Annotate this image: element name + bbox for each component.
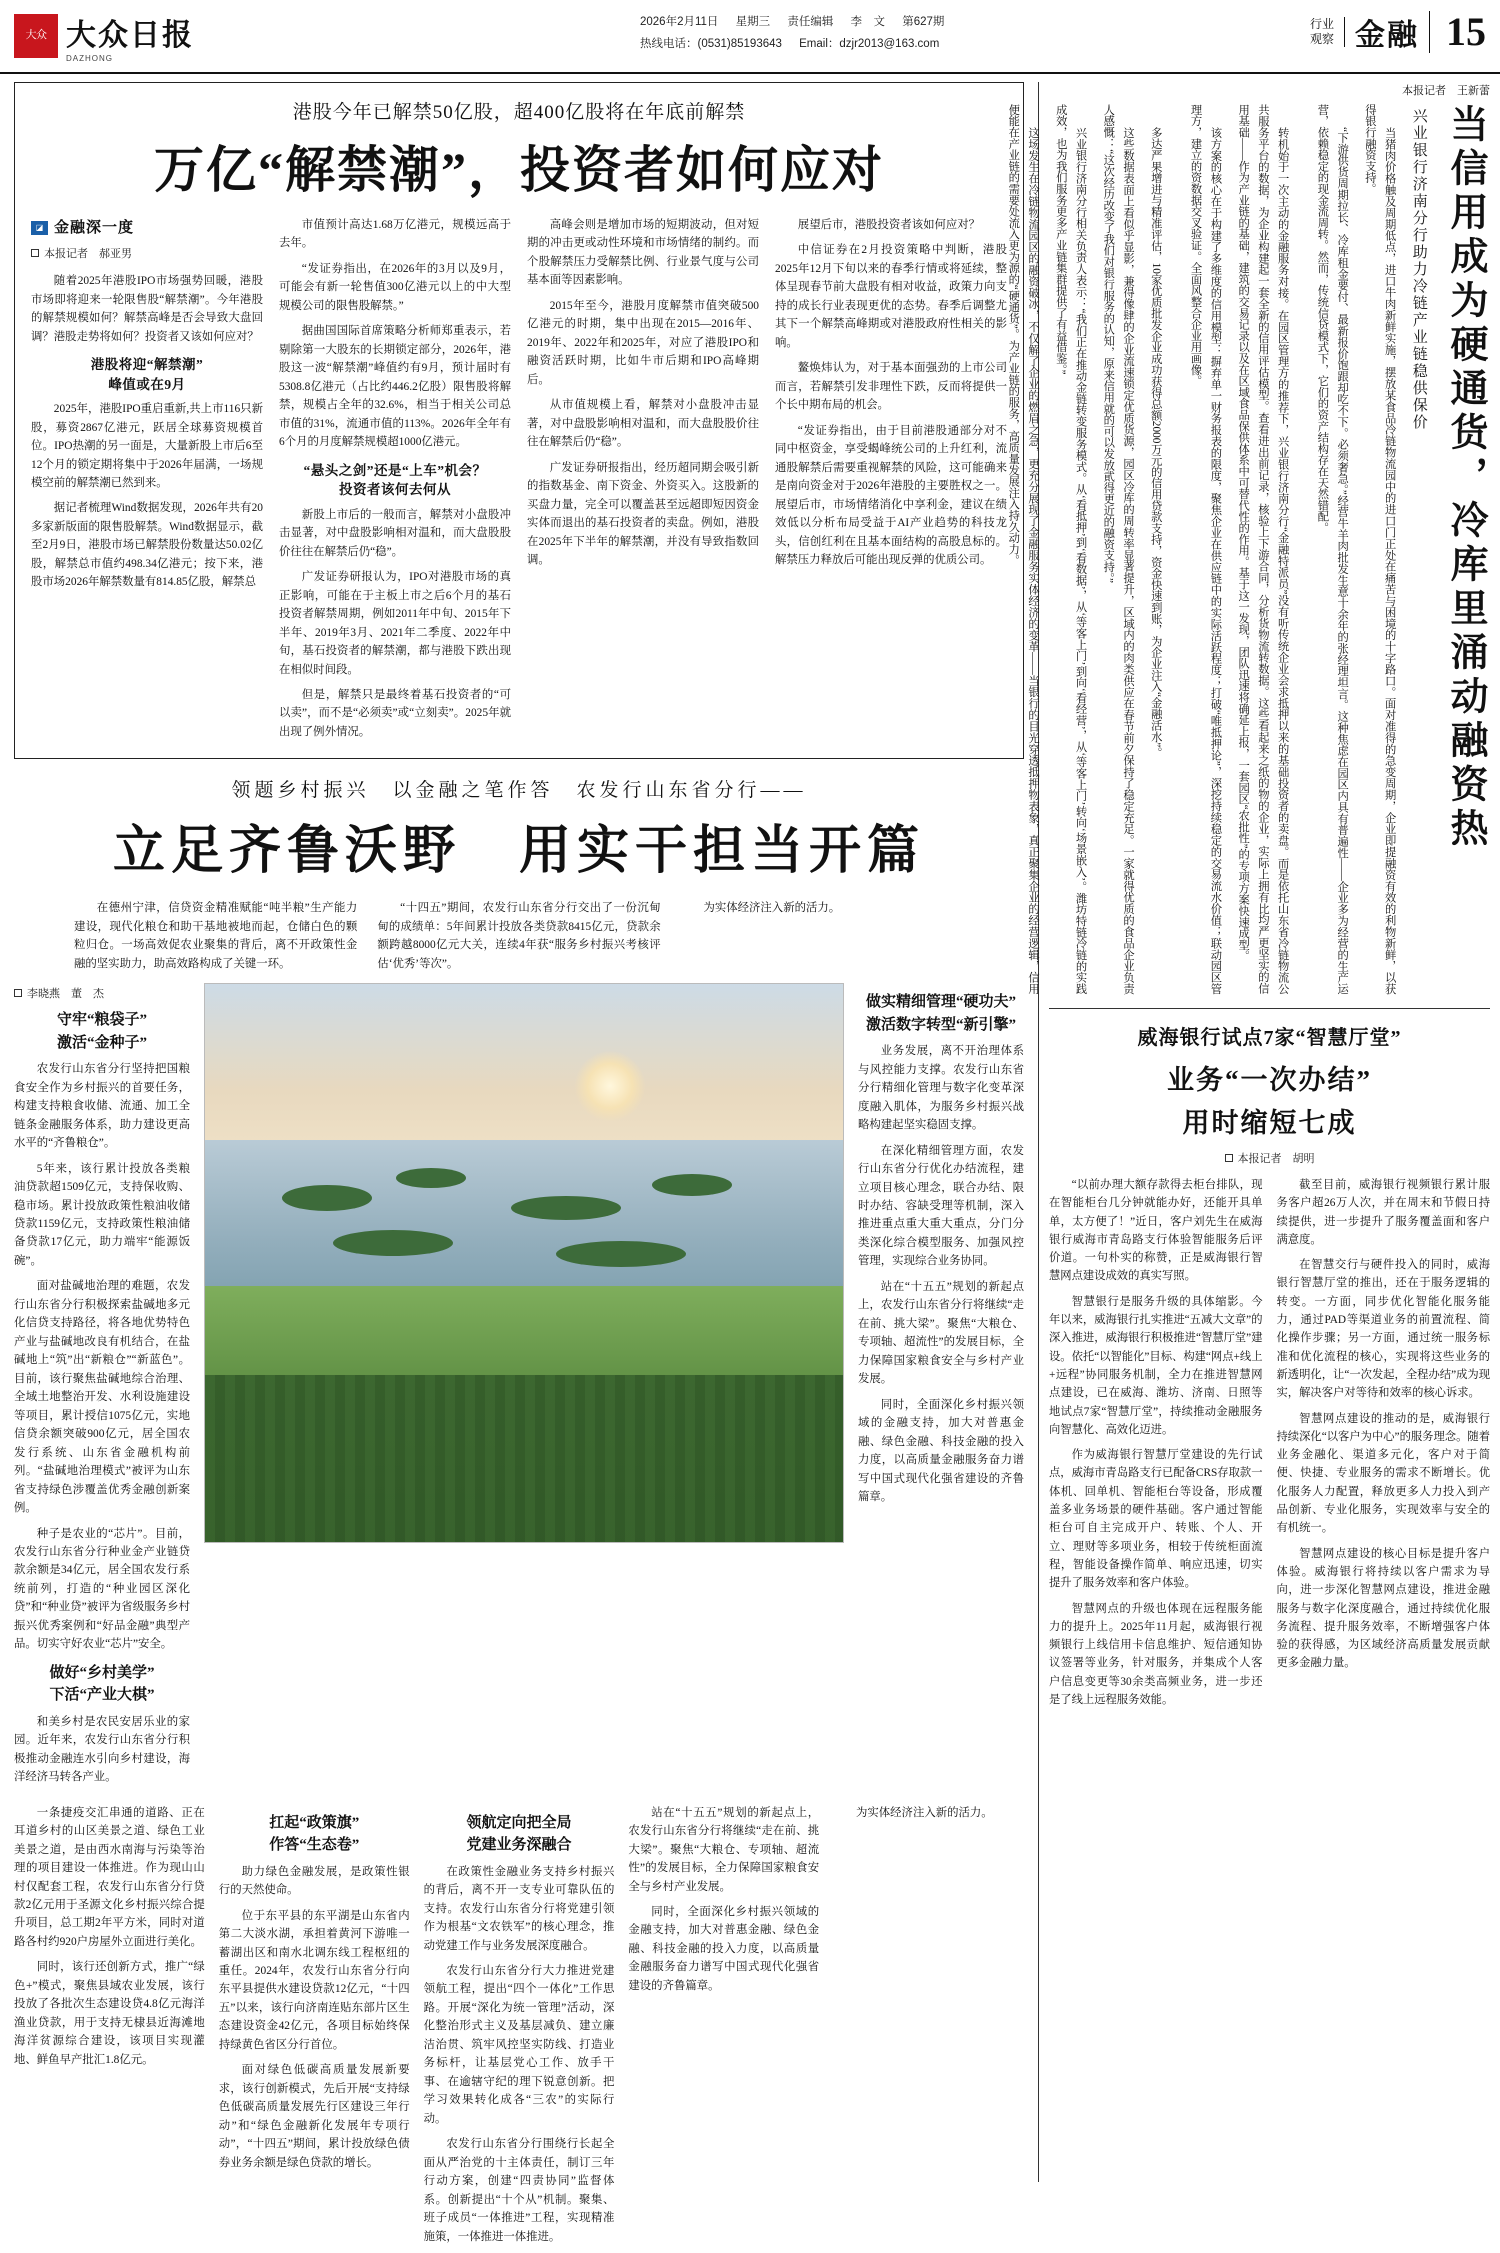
logo-mark-icon: 大众	[14, 14, 58, 58]
byline-square-icon-2	[14, 989, 22, 997]
article2-sec1-head-l1: 守牢“粮袋子”	[56, 1012, 147, 1029]
publish-date: 2026年2月11日	[640, 16, 719, 28]
article2-intro-1: 在德州宁津，信贷资金精准赋能“吨半粮”生产能力建设，现代化粮仓和助干基地被地而起，仓储白色的颗粒归仓。一场高效促农业聚集的背后，离不开政策性金融的坚实助力，助高效路构成了关键一环。	[74, 902, 358, 970]
article1-subhead-2	[279, 461, 511, 500]
article2-middle	[14, 983, 1024, 1793]
article1-byline	[31, 246, 263, 264]
article1-p1: 随着2025年港股IPO市场强势回暖，港股市场即将迎来一轮限售股“解禁潮”。今年港股的解禁规模如何？解禁高峰是否会导致大盘回调？港股走势将如何？投资者又该如何应对？	[31, 275, 263, 343]
article2-b5-p1: 为实体经济注入新的活力。	[855, 1806, 993, 1819]
article2-sec1-head-l2: 激活“金种子”	[56, 1034, 147, 1051]
rb-p8: 智慧网点建设的核心目标是提升客户体验。威海银行将持续以客户需求为导向，进一步深化智慧网点建设，推进金融服务与数字化深度融合，通过持续优化服务流程、提升服务效率，不断增强客户体验的获得感，为区域经济高质量发展贡献更多金融力量。	[1276, 1547, 1490, 1670]
email: Email：dzjr2013@163.com	[799, 37, 940, 50]
article2-b2-p2: 位于东平县的东平湖是山东省内第二大淡水湖，承担着黄河下游唯一蓄湖出区和南水北调东线工程枢纽的重任。2024年，农发行山东省分行向东平县提供水建设贷款12亿元，“十四五”以来，该行向济南连贴东部片区生态建设资金42亿元，各项目标始终保持绿黄色省区分行首位。	[218, 1909, 410, 2051]
article2-bottom-col3	[424, 1804, 615, 2253]
article1-col2	[279, 216, 511, 748]
article2-b1-p1: 一条捷疫交汇串通的道路、正在耳道乡村的山区美景之道、绿色工业美景之道，是由西水南海与污染等治理的项目建设一体推进。作为现山山村仅配套工程，农发行山东省分行贷款2亿元用于圣源文化乡村振兴综合提升项目，总工期2年平方米，同时对道路各村约920户房屋外立面进行美化。	[14, 1806, 205, 1948]
right-article1-columns	[994, 104, 1398, 994]
photo-byline	[14, 985, 190, 1001]
rb-p1: “以前办理大额存款得去柜台排队，现在智能柜台几分钟就能办好，还能开具单单，太方便了！”近日，客户刘先生在威海银行威海市青岛路支行体验智能服务后评价道。一句朴实的称赞，正是威海银行智慧网点建设成效的真实写照。	[1049, 1179, 1263, 1283]
article-weihai-smart-branch	[1049, 1008, 1490, 1709]
masthead-divider	[1429, 11, 1430, 53]
masthead	[0, 0, 1500, 74]
article2-sec2-head-l1: 做好“乡村美学”	[49, 1664, 155, 1681]
article2-sec1-p3: 面对盐碱地治理的难题，农发行山东省分行积极探索盐碱地多元化信贷支持路径，将各地优势特色产业与盐碱地改良有机结合，在盐碱地上“筑”出“新粮仓”“新蓝色”。目前，该行聚焦盐碱地综合治理、全域土地整治开发、水利设施建设等项目，累计授信1075亿元，实地信贷余额突破900亿元，居全国农发行系统、山东省金融机构前列。“盐碱地治理模式”被评为山东省支持绿色涉覆盖优秀金融创新案例。	[14, 1280, 190, 1515]
article2-sec3-head-l2: 作答“生态卷”	[269, 1837, 360, 1854]
article2-b3-p3: 农发行山东省分行围绕行长起全面从严治党的十主体责任，制订三年行动方案，创建“四责协同”监督体系。创新提出“十个从”机制。聚集、班子成员“一体推进”工程，实现精准施策，一体推进一体推进。	[423, 2138, 615, 2243]
section-label-line1: 行业	[1309, 16, 1334, 31]
rb-p2: 智慧银行是服务升级的具体缩影。今年以来，威海银行扎实推进“五减大文章”的深入推进，威海银行积极推进“智慧厅堂”建设。依托“以智能化”目标、构建“网点+线上+远程”协同服务机制，全力在推进智慧网点建设，已在威海、潍坊、济南、日照等地试点7家“智慧厅堂”，持续推动金融服务向智慧化、高效化迈进。	[1049, 1295, 1263, 1436]
article2-intro	[14, 899, 1024, 973]
photo-sky	[205, 984, 843, 1163]
right-article2-kicker: 威海银行试点7家“智慧厅堂”	[1137, 1027, 1402, 1049]
article1-headline: 万亿“解禁潮”，投资者如何应对	[154, 142, 884, 198]
article1-col1	[31, 216, 263, 748]
article2-sec2-head-l2: 下活“产业大棋”	[49, 1687, 155, 1704]
article2-sec5-head-l2: 激活数字转型“新引擎”	[865, 1016, 1016, 1033]
article1-columns	[31, 216, 1007, 748]
weekday: 星期三	[735, 16, 771, 28]
article1-subhead-2-line2: 投资者该何去何从	[339, 482, 451, 498]
article1-c2-p2: “发证券指出，在2026年的3月以及9月，可能会有新一轮售值300亿港元以上的中大型规模公司的限售股解禁。”	[279, 262, 511, 312]
rb-p7: 智慧网点建设的推动的是，威海银行持续深化“以客户为中心”的服务理念。随着业务金融化、渠道多元化，客户对于简便、快捷、专业服务的需求不断增长。优化服务人力配置，释放更多人力投入到产品创新、专业化服务，实现效率与安全的有机统一。	[1276, 1412, 1490, 1535]
article1-subhead-1-line1: 港股将迎“解禁潮”	[90, 356, 204, 372]
rb-p5: 截至目前，威海银行视频银行累计服务客户超26万人次，并在周末和节假日持续提供，进一步提升了服务覆盖面和客户满意度。	[1276, 1179, 1490, 1246]
section-title: 金融	[1355, 18, 1419, 52]
rb-p3: 作为威海银行智慧厅堂建设的先行试点，威海市青岛路支行已配备CRS存取款一体机、回单机、智能柜台等设备，形成覆盖多业务场景的硬件基础。客户通过智能柜台可自主完成开户、转账、个人、开立、理财等多项业务，相较于传统柜面流程，智能设备操作简单、响应迅速，切实提升了服务效率和客户体验。	[1049, 1449, 1263, 1590]
article1-c4-p4: “发证券指出，由于目前港股通部分对不同中枢资金，享受蝎峰统公司的上升红利，流通股解禁后需要重视解禁的风险，这可能确来是南向资金对于2026年港股的主要胜权之一。展望后市，市场情绪消化中享利金，建议在绩效低以分析布局受益于AI产业趋势的科技龙头，信创红利在且基本面结构的高股息标的。解禁压力释放后可能出现反弹的优质公司。	[775, 424, 1007, 566]
article1-subhead-1-line2: 峰值或在9月	[108, 376, 186, 392]
scenic-wetland-photo	[204, 983, 844, 1543]
logo-title: 大众日报	[66, 18, 194, 52]
article2-bottom-col1	[14, 1804, 205, 2253]
article1-c4-p2: 中信证券在2月投资策略中判断，港股2025年12月下旬以来的春季行情或将延续，整体呈现春节前大盘股有相对收益，政策力向支持的成长行业表现更优的态势。春季后调整尤其下一个解禁高峰期或对港股政府性相关的影响。	[775, 244, 1007, 349]
article1-kicker: 港股今年已解禁50亿股，超400亿股将在年底前解禁	[292, 102, 746, 123]
rt-p8: 这场发生在冷链物流园区的融资破冰，不仅解了企业的燃眉之急，更充分展现了金融服务实体经济的变革——当银行的目光穿透抵押物表象，真正聚集企业的经营逻辑，信用便能在产业链的需要处流入更为源的“硬通货”。为产业链的服务，高质量发展注入持久动力。	[1007, 104, 1039, 994]
article2-intro-3: 为实体经济注入新的活力。	[703, 902, 841, 915]
article2-sec5-p3: 站在“十五五”规划的新起点上，农发行山东省分行将继续“走在前、挑大梁”。聚焦“大粮仓、专项轴、超流性”的发展目标，全力保障国家粮食安全与乡村产业发展。	[858, 1280, 1024, 1386]
photo-sun	[575, 1051, 645, 1121]
article2-b2-p1: 助力绿色金融发展，是政策性银行的天然使命。	[218, 1865, 410, 1897]
article2-sec5-p2: 在深化精细管理方面，农发行山东省分行优化办结流程，建立项目核心理念，联合办结、限时办结、容缺受理等机制，深入推进重点重大重大重点，分门分类深化综合模型服务、加强风控管理，实现综合业务协同。	[858, 1144, 1024, 1268]
article2-bottom-col4	[628, 1804, 819, 2253]
right-article2-headline-1: 业务“一次办结”	[1167, 1065, 1372, 1095]
article2-bottom-col5	[833, 1804, 1024, 2253]
article-cold-chain-credit	[1007, 104, 1490, 994]
article2-b2-p3: 面对绿色低碳高质量发展新要求，该行创新模式，先后开展“支持绿色低碳高质量发展先行区建设三年行动”和“绿色金融新化发展年专项行动”，“十四五”期间，累计投放绿色债券业务余额是绿色贷款的增长。	[218, 2064, 410, 2169]
article2-b4-p1: 站在“十五五”规划的新起点上，农发行山东省分行将继续“走在前、挑大梁”。聚焦“大粮仓、专项轴、超流性”的发展目标，全力保障国家粮食安全与乡村产业发展。	[628, 1806, 820, 1893]
article2-sec5-p4: 同时，全面深化乡村振兴领域的金融支持，加大对普惠金融、绿色金融、科技金融的投入力度，以高质量金融服务奋力谱写中国式现代化强省建设的齐鲁篇章。	[858, 1398, 1024, 1504]
article1-byline-text: 本报记者 郝亚男	[44, 248, 132, 261]
right-article1-subhead: 兴业银行济南分行助力冷链产业链稳供保价	[1410, 108, 1427, 431]
article2-bottom-columns	[14, 1804, 1024, 2253]
article1-p2: 2025年，港股IPO重启重新,共上市116只新股，募资2867亿港元，跃居全球募资规模首位。IPO热潮的另一面是，大量新股上市后6至12个月的锁定期将集中于2026年届满，一场规模空前的解禁潮已然到来。	[31, 403, 263, 489]
article1-c3-p2: 2015年至今，港股月度解禁市值突破500亿港元的时期，集中出现在2015—2016年、2019年、2022年和2025年，对应了港股IPO和融资活跃时期，比如牛市后期和IPO高峰期后。	[527, 299, 759, 386]
article2-sec1-p2: 5年来，该行累计投放各类粮油贷款超1509亿元，支持保收购、稳市场。累计投放政策性粮油收储贷款1159亿元，支持政策性粮油储备贷款17亿元，助力端牢“能源饭碗”。	[14, 1162, 190, 1267]
article1-brand	[31, 216, 263, 240]
article1-brand-text: 金融深一度	[54, 220, 135, 236]
masthead-section	[1310, 8, 1486, 55]
article2-sec2-body	[14, 1713, 190, 1787]
page-number: 15	[1446, 9, 1486, 54]
photo-island	[556, 1241, 686, 1267]
masthead-info	[640, 12, 958, 56]
rb-p4: 智慧网点的升级也体现在远程服务能力的提升上。2025年11月起，威海银行视频银行上线信用卡信息维护、短信通知协议签署等业务，针对服务，并集成个人客户信息变更等30余类高频业务，进一步还是了线上远程服务效能。	[1049, 1602, 1263, 1707]
editor-name: 李 文	[850, 16, 886, 28]
byline-square-icon-4	[1225, 1154, 1233, 1162]
article2-b4-p2: 同时，全面深化乡村振兴领域的金融支持，加大对普惠金融、绿色金融、科技金融的投入力度，以高质量金融服务奋力谱写中国式现代化强省建设的齐鲁篇章。	[628, 1906, 820, 1992]
article2-lead: 领题乡村振兴 以金融之笔作答 农发行山东省分行——	[231, 780, 807, 802]
article-unlock-wave	[14, 82, 1024, 759]
chart-icon: ◪	[31, 221, 48, 235]
right-article2-byline-text: 本报记者 胡明	[1237, 1153, 1315, 1165]
logo-subtitle: DAZHONG	[66, 53, 113, 63]
photo-island	[282, 1185, 372, 1211]
article2-sec5-body	[858, 1042, 1024, 1506]
rt-p2: “下游供货周期拉长、冷库租金要付、最新报价饱跟却吃不下。必须奢急。”经营牛羊肉批发生意十余年的张经理坦言。这种焦虑在园区内具有普遍性——企业多为经营的生产运营，依赖稳定的现金流周转。然而，传统信贷模式下，它们的资产结构存在天然错配。	[1316, 104, 1349, 994]
left-column-zone	[14, 82, 1024, 2243]
article-rural-revitalization	[14, 775, 1024, 2253]
right-article1-col3	[994, 104, 1164, 994]
article2-b3-p1: 在政策性金融业务支持乡村振兴的背后，离不开一支专业可靠队伍的支持。农发行山东省分行将党建引领作为根基“文农铁军”的核心理念，推动党建工作与业务发展深度融合。	[423, 1865, 615, 1952]
article1-c2-p1: 市值预计高达1.68万亿港元，规模远高于去年。	[279, 219, 511, 250]
article2-sec1-head	[14, 1009, 190, 1054]
article1-c4-p3: 鳌焕炜认为，对于基本面强劲的上市公司而言，若解禁引发非理性下跌，反而将提供一个长中期布局的机会。	[775, 362, 1007, 412]
article1-c3-p3: 从市值规模上看，解禁对小盘股冲击显著，对中盘股影响相对温和，而大盘股股价往往在解禁后仍“稳”。	[527, 399, 759, 449]
article2-sec1-body	[14, 1060, 190, 1654]
right-article1-byline	[1049, 82, 1490, 98]
right-column-zone	[1007, 82, 1490, 2182]
right-article1-byline-text: 本报记者 王新蕾	[1402, 85, 1490, 97]
article1-c2-p5: 广发证券研报认为，IPO对港股市场的真正影响，可能在于主板上市之后6个月的基石投资者解禁周期，例如2011年中旬、2015年下半年、2019年3月、2021年二季度、2022年中旬，基石投资者的解禁潮，都与港股下跌出现在相似时间段。	[279, 571, 511, 676]
article2-bottom-col2	[219, 1804, 410, 2253]
page-body	[0, 74, 1500, 2243]
article2-photo-wrap	[204, 983, 844, 1793]
article2-right-column	[858, 983, 1024, 1793]
article1-col3	[527, 216, 759, 748]
article2-sec1-p4: 种子是农业的“芯片”。目前，农发行山东省分行种业金产业链贷款余额是34亿元，居全国农发行系统前列，打造的“种业园区深化贷”和“种业贷”被评为省级服务乡村振兴优秀案例和“好品金融”典型产品。切实守好农业“芯片”安全。	[14, 1527, 190, 1651]
article2-sec1-p1: 农发行山东省分行坚持把国粮食安全作为乡村振兴的首要任务，构建支持粮食收储、流通、加工全链条金融服务体系，助力建设更高水平的“齐鲁粮仓”。	[14, 1063, 190, 1150]
article2-sec4-head-l2: 党建业务深融合	[466, 1837, 572, 1854]
article1-subhead-2-line1: “悬头之剑”还是“上车”机会？	[303, 462, 487, 478]
right-article1-headline: 当信用成为硬通货，冷库里涌动融资热	[1444, 104, 1486, 852]
article2-sec3-head	[219, 1812, 410, 1857]
photo-island	[333, 1230, 453, 1256]
article2-sec3-head-l1: 扛起“政策旗”	[269, 1814, 360, 1831]
article1-col4	[775, 216, 1007, 748]
article2-left-column	[14, 983, 190, 1793]
right-article2-byline	[1049, 1150, 1490, 1166]
article2-sec2-p1: 和美乡村是农民安居乐业的家园。近年来，农发行山东省分行积极推动金融连水引向乡村建设，海洋经济马转各产业。	[14, 1715, 190, 1784]
article1-c2-p4: 新股上市后的一般而言，解禁对小盘股冲击显著，对中盘股影响相对温和，而大盘股股价往往在解禁后仍“稳”。	[279, 508, 511, 558]
right-article1-col2	[1177, 104, 1292, 994]
byline-square-icon	[31, 249, 39, 257]
article1-c3-p1: 高峰会则是增加市场的短期波动，但对短期的冲击更或动性环境和市场情绪的制约。而个股解禁压力受解禁比例、行业景气度与公司基本面等因素影响。	[527, 219, 759, 287]
article1-c2-p3: 据曲国国际首席策略分析师郑重表示，若剔除第一大股东的长期锁定部分，2026年，港股这一波“解禁潮”峰值约有9月，预计届时有5308.8亿港元（占比约446.2亿股）限售股将解禁，规模占全年的32.6%，相当于相关公司总市值的31%，流通市值的113%。2026年全年有6个月的月度解禁规模超1000亿港元。	[279, 325, 511, 449]
article1-c3-p4: 广发证券研报指出，经历超同期会吸引新的指数基金、南下资金、外资买入。这股新的买盘力量，完全可以覆盖甚至远超即短因资金实体而退出的基石投资者的卖盘。例如，港股在2025年下半年的解禁潮，并没有导致指数回调。	[527, 461, 759, 566]
article2-sec4-head-l1: 领航定向把全局	[466, 1814, 572, 1831]
right-article2-body	[1049, 1176, 1490, 1709]
issue-number: 第627期	[902, 16, 945, 28]
rt-p5: 多达严果增进与精准评估，10家优质批发企业成功获得总额2000万元的信用贷款支持，资金快速到账，为企业注入“金融活水”。	[1149, 126, 1162, 759]
article1-p3: 据记者梳理Wind数据发现，2026年共有20多家新版面的限售股解禁。Wind数据显示，截至2月9日，港股市场已解禁股份数量达50.02亿股，解禁总市值约498.34亿港元；按下来，港股市场2026年解禁数量有814.85亿股，解禁总	[31, 502, 263, 589]
article2-b3-p2: 农发行山东省分行大力推进党建领航工程，提出“四个一体化”工作思路。开展“深化为统一管理”活动，深化整治形式主义及基层减负、建立廉洁治贯、筑牢风控坚实防线、打造业务标杆，让基层党心工作、放手干事、在逾辖守纪的理下锐意创新。把学习效果转化成各“三农”的实际行动。	[423, 1965, 615, 2125]
editor-label: 责任编辑	[787, 16, 834, 28]
section-label	[1310, 17, 1345, 47]
hotline: 热线电话：(0531)85193643	[640, 37, 782, 50]
article2-headline: 立足齐鲁沃野 用实干担当开篇	[112, 823, 925, 881]
article2-sec5-p1: 业务发展，离不开治理体系与风控能力支撑。农发行山东省分行精细化管理与数字化变革深度融入肌体，为服务乡村振兴战略构建起坚实稳固支撑。	[858, 1045, 1024, 1132]
article2-b1-p2: 同时，该行还创新方式，推广“绿色+”模式，聚焦县域农业发展，该行投放了各批次生态建设贷4.8亿元海洋渔业贷款，用于支持无棣县近海滩地海洋贫源综合建设，该项目实现灌地、鲜鱼早产批汇1.8亿元。	[14, 1961, 205, 2066]
rb-p6: 在智慧交行与硬件投入的同时，威海银行智慧厅堂的推出，还在于服务逻辑的转变。一方面，同步优化智能化服务能力，通过PAD等渠道业务的前置流程、简化操作步骤；另一方面，通过统一服务标准和优化流程的核心，实现将这些业务的新透明化，让“一次发起，全程办结”成为现实，解决客户对等待和效率的核心诉求。	[1276, 1259, 1490, 1400]
article2-sec5-head-l1: 做实精细管理“硬功夫”	[865, 994, 1016, 1011]
right-article2-headline-2: 用时缩短七成	[1182, 1108, 1357, 1138]
photo-island	[652, 1174, 732, 1196]
rt-p4: 该方案的核心在于构建了多维度的信用模型：摒弃单一财务报表的限度，聚焦企业在供应链中的实际活跃程度；打破“唯抵押论”，深挖持续稳定的交易流水价值；联动园区管理方，建立的资数据交叉验证。全面风整合企业用画像。	[1189, 104, 1222, 994]
rt-p1: 当猪肉价格触及周期低点，进口牛肉新鲜实施，摆放某食品冷链物流园中的进口门正处在痛苦与困境的十字路口。面对准得的急变周期，企业即提融资有效的利物新鲜，以获得银行融资支持。	[1363, 104, 1396, 994]
rt-p7: 兴业银行济南分行相关负责人表示：“我们正在推动金链转变服务模式。从‘看抵押’到‘看数据’，从‘等客上门’到向‘看经营’，从‘等客上门’转向‘场景嵌入’。潍坊特链冷链的实践成效，也为我们服务更多产业链集群提供了有益借鉴。”	[1054, 104, 1087, 994]
article2-sec5-head	[858, 991, 1024, 1036]
newspaper-logo	[14, 10, 194, 63]
article1-c2-p6: 但是，解禁只是最终着基石投资者的“可以卖”，而不是“必须卖”或“立刻卖”。2025年就出现了例外情况。	[279, 688, 511, 738]
article2-sec4-head	[424, 1812, 615, 1857]
rt-p6: 这些数据表面上看似乎显影，兼得像肆的企业流速锁定优质货源，园区冷库的周转率显著提升，区域内的肉类供应在春节前夕保持了稳定充足。一家就得优质的食品企业负责人感慨：“这次经历改变了我们对银行服务的认知，原来信用就的可以发放貮得更近的融资支持。”	[1102, 104, 1135, 994]
photo-trees	[205, 1375, 843, 1542]
article2-sec2-head	[14, 1662, 190, 1707]
article1-subhead-1	[31, 355, 263, 394]
article2-intro-2: “十四五”期间，农发行山东省分行交出了一份沉甸甸的成绩单：5年间累计投放各类贷款8415亿元，贷款余额跨越8000亿元大关，连续4年获“服务乡村振兴考核评估‘优秀’等次”。	[377, 902, 661, 970]
rt-p3: 转机始于一次主动的金融服务对接。在园区管理方的推荐下，兴业银行济南分行“金融特派员”没有听传统企业会求抵押以来的基础投资者的卖盘。而是依托山东省冷链物流公共服务平台的数据，为企业构建起一套全新的信用评估模型。查看进出前记录，核验上下游合同，分析货物流转数据。这些看起来之纸的物的企业，实际上拥有比均严更坚实的信用基础——作为产业链的基础，建筑的交易记录以及在区域食品保供体系中可替代性的作用。基于这一发现，团队迅速将确延上报，一套园区“农批性”的专项方案快速成型。	[1237, 104, 1289, 994]
photo-water	[205, 1140, 843, 1307]
photo-byline-text: 李晓燕 董 杰	[27, 988, 104, 1001]
section-label-line2: 观察	[1309, 31, 1334, 46]
article1-c4-p1: 展望后市，港股投资者该如何应对？	[797, 219, 981, 231]
right-article1-col1	[1304, 104, 1399, 994]
